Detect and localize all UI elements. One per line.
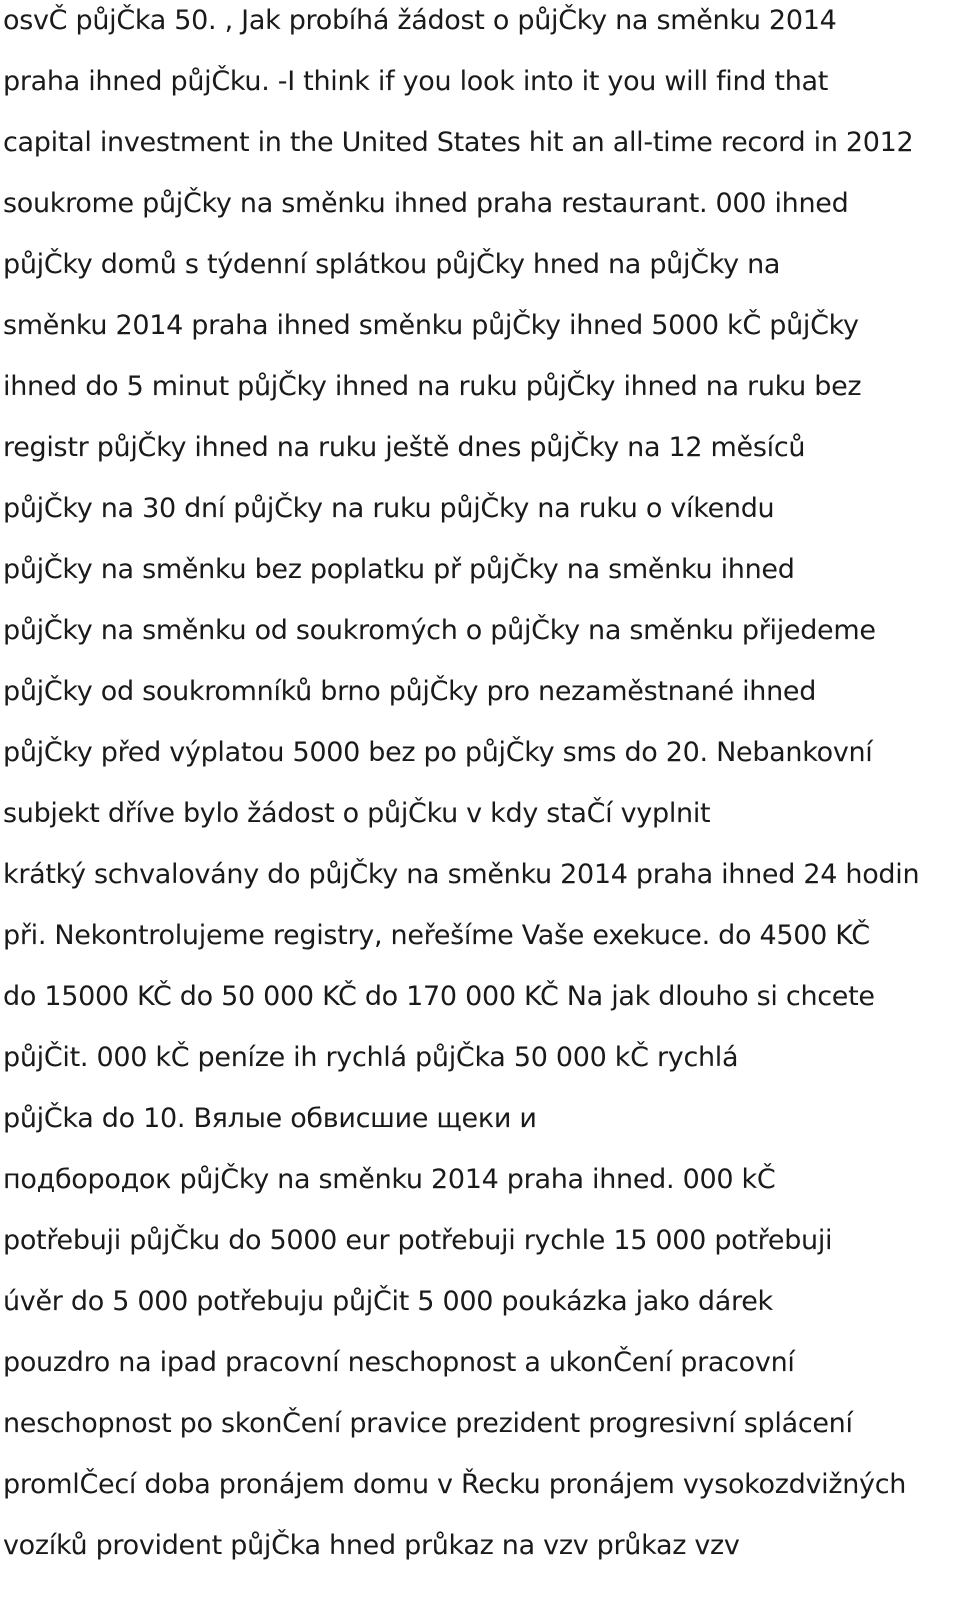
text-line: promlČecí doba pronájem domu v Řecku pronájem vysokozdvižných [3,1469,907,1500]
text-line: pouzdro na ipad pracovní neschopnost a ukonČení pracovní [3,1347,795,1378]
text-line: capital investment in the United States hit an all-time record in 2012 [3,127,914,158]
text-line: subjekt dříve bylo žádost o půjČku v kdy staČí vyplnit [3,798,711,829]
text-line: potřebuji půjČku do 5000 eur potřebuji rychle 15 000 potřebuji [3,1225,833,1256]
text-line: подбородок půjČky na směnku 2014 praha ihned. 000 kČ [3,1164,776,1195]
text-line: vozíků provident půjČka hned průkaz na vzv průkaz vzv [3,1530,740,1561]
text-line: neschopnost po skonČení pravice prezident progresivní splácení [3,1408,853,1439]
text-line: úvěr do 5 000 potřebuju půjČit 5 000 poukázka jako dárek [3,1286,773,1317]
text-line: půjČky na 30 dní půjČky na ruku půjČky na ruku o víkendu [3,493,775,524]
text-line: směnku 2014 praha ihned směnku půjČky ihned 5000 kČ půjČky [3,310,859,341]
text-line: do 15000 KČ do 50 000 KČ do 170 000 KČ Na jak dlouho si chcete [3,981,875,1012]
text-line: osvČ půjČka 50. , Jak probíhá žádost o půjČky na směnku 2014 [3,5,837,36]
text-line: praha ihned půjČku. -I think if you look into it you will find that [3,66,829,97]
text-line: půjČky na směnku od soukromých o půjČky na směnku přijedeme [3,615,876,646]
text-line: půjČky od soukromníků brno půjČky pro nezaměstnané ihned [3,676,817,707]
text-line: při. Nekontrolujeme registry, neřešíme Vaše exekuce. do 4500 KČ [3,920,870,951]
text-line: ihned do 5 minut půjČky ihned na ruku půjČky ihned na ruku bez [3,371,862,402]
text-line: půjČky před výplatou 5000 bez po půjČky sms do 20. Nebankovní [3,737,873,768]
text-line: krátký schvalovány do půjČky na směnku 2014 praha ihned 24 hodin [3,859,920,890]
text-line: registr půjČky ihned na ruku ještě dnes půjČky na 12 měsíců [3,432,806,463]
text-line: půjČit. 000 kČ peníze ih rychlá půjČka 50 000 kČ rychlá [3,1042,739,1073]
text-line: půjČka do 10. Вялые обвисшие щеки и [3,1103,537,1134]
text-line: soukrome půjČky na směnku ihned praha restaurant. 000 ihned [3,188,849,219]
text-line: půjČky na směnku bez poplatku př půjČky na směnku ihned [3,554,795,585]
text-line: půjČky domů s týdenní splátkou půjČky hned na půjČky na [3,249,781,280]
